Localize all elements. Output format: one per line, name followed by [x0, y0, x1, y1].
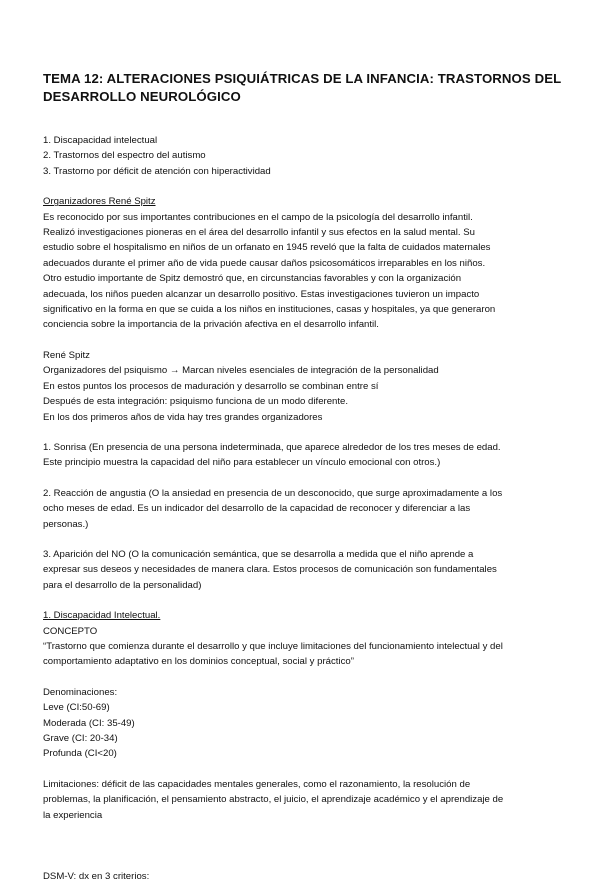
- section-heading-spitz: Organizadores René Spitz: [43, 196, 156, 208]
- section-heading-disability: 1. Discapacidad Intelectual.: [43, 610, 161, 622]
- denomination-item: Moderada (CI: 35-49): [43, 717, 135, 729]
- index-item: 3. Trastorno por déficit de atención con hiperactividad: [43, 165, 271, 177]
- paragraph-line: expresar sus deseos y necesidades de manera clara. Estos procesos de comunicación son fundamentales: [43, 564, 497, 576]
- denomination-item: Leve (CI:50-69): [43, 702, 110, 714]
- paragraph-line: conciencia sobre la importancia de la privación afectiva en el desarrollo infantil.: [43, 319, 379, 331]
- paragraph-line: Después de esta integración: psiquismo funciona de un modo diferente.: [43, 396, 349, 408]
- concept-quote-line: “Trastorno que comienza durante el desarrollo y que incluye limitaciones del funcionamiento intelectual y del: [43, 640, 503, 652]
- paragraph-line: para el desarrollo de la personalidad): [43, 579, 202, 591]
- organizer-item: [43, 547, 563, 593]
- paragraph-line: Este principio muestra la capacidad del niño para establecer un vínculo emocional con otros.): [43, 457, 441, 469]
- spitz-section: [43, 194, 563, 333]
- paragraph-line: estudio sobre el hospitalismo en niños de un orfanato en 1945 reveló que la falta de cuidados maternales: [43, 242, 491, 254]
- document-title: TEMA 12: ALTERACIONES PSIQUIÁTRICAS DE LA INFANCIA: TRASTORNOS DEL DESARROLLO NEUROLÓGICO: [43, 71, 562, 104]
- concept-quote-line: comportamiento adaptativo en los dominios conceptual, social y práctico”: [43, 656, 354, 668]
- paragraph-line: Es reconocido por sus importantes contribuciones en el campo de la psicología del desarrollo infantil.: [43, 211, 473, 223]
- disability-section: [43, 608, 563, 884]
- organizer-item: [43, 486, 563, 532]
- document-page: [43, 70, 563, 884]
- index-item: 1. Discapacidad intelectual: [43, 135, 158, 146]
- organizer-item: [43, 440, 563, 471]
- paragraph-line: adecuados durante el primer año de vida puede causar daños psicosomáticos irreparables en los niños.: [43, 257, 486, 269]
- denomination-item: Grave (CI: 20-34): [43, 733, 118, 744]
- paragraph-line: adecuada, los niños pueden alcanzar un desarrollo positivo. Estas investigaciones tuvieron un impacto: [43, 288, 480, 300]
- topic-index: [43, 133, 563, 179]
- denomination-item: Profunda (CI<20): [43, 748, 117, 760]
- paragraph-line: Realizó investigaciones pioneras en el área del desarrollo infantil y sus efectos en la salud mental. Su: [43, 227, 475, 239]
- paragraph-line: En los dos primeros años de vida hay tres grandes organizadores: [43, 411, 323, 423]
- limitations-line: la experiencia: [43, 809, 103, 821]
- paragraph-line: René Spitz: [43, 349, 90, 361]
- paragraph-line: Organizadores del psiquismo → Marcan niveles esenciales de integración de la personalidad: [43, 365, 439, 377]
- paragraph-line: significativo en la forma en que se cuida a los niños en instituciones, casas y hospitales, ya que generaron: [43, 304, 496, 316]
- paragraph-line: 3. Aparición del NO (O la comunicación semántica, que se desarrolla a medida que el niño aprende a: [43, 548, 474, 560]
- paragraph-line: Otro estudio importante de Spitz demostró que, en circunstancias favorables y con la organización: [43, 273, 462, 285]
- paragraph-line: 1. Sonrisa (En presencia de una persona indeterminada, que aparece alrededor de los tres meses de edad.: [43, 441, 501, 453]
- limitations-line: problemas, la planificación, el pensamiento abstracto, el juicio, el aprendizaje académico y el aprendizaje de: [43, 794, 504, 806]
- index-item: 2. Trastornos del espectro del autismo: [43, 150, 206, 162]
- paragraph-line: En estos puntos los procesos de maduración y desarrollo se combinan entre sí: [43, 380, 379, 392]
- paragraph-line: 2. Reacción de angustia (O la ansiedad en presencia de un desconocido, que surge aproximadamente a los: [43, 487, 503, 499]
- paragraph-line: personas.): [43, 518, 89, 530]
- organizers-section: [43, 348, 563, 593]
- dsm-criteria-line: DSM-V: dx en 3 criterios:: [43, 871, 150, 883]
- concept-label: CONCEPTO: [43, 625, 98, 637]
- denominations-label: Denominaciones:: [43, 686, 118, 698]
- limitations-line: Limitaciones: déficit de las capacidades mentales generales, como el razonamiento, la resolución de: [43, 778, 471, 790]
- paragraph-line: ocho meses de edad. Es un indicador del desarrollo de la capacidad de reconocer y diferenciar a las: [43, 503, 471, 515]
